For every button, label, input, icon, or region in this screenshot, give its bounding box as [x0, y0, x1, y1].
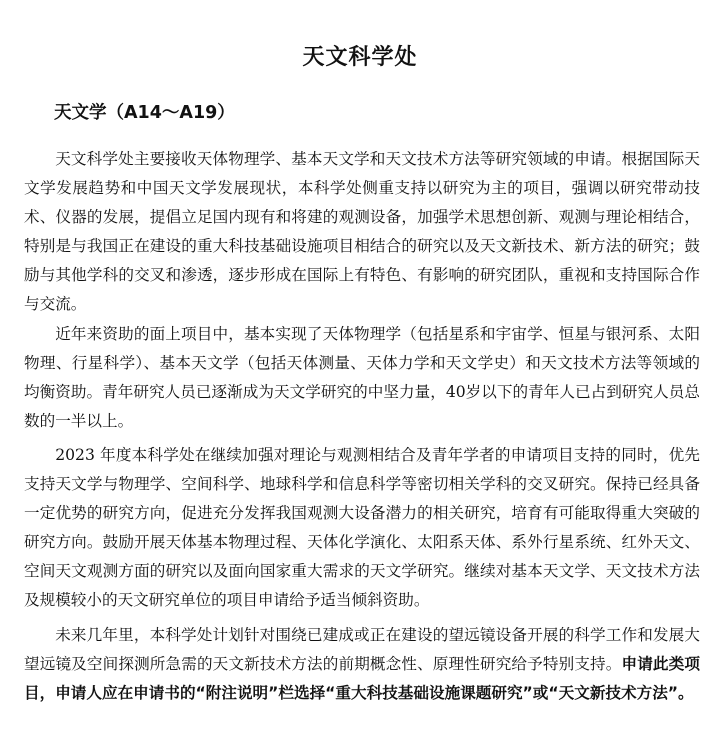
paragraph-2023-priorities: 2023 年度本科学处在继续加强对理论与观测相结合及青年学者的申请项目支持的同时，优先支持天文学与物理学、空间科学、地球科学和信息科学等密切相关学科的交叉研究。保持已经具备一定优势的研究方向，促进充分发挥我国观测大设备潜力的相关研究，培育有可能取得重大突破的研究方向。鼓励开展天体基本物理过程、天体化学演化、太阳系天体、系外行星系统、红外天文、空间天文观测方面的研究以及面向国家重大需求的天文学研究。继续对基本天文学、天文技术方法及规模较小的天文研究单位的项目申请给予适当倾斜资助。	[24, 445, 700, 610]
body-text	[24, 145, 700, 708]
application-instruction: 申请此类项目，申请人应在申请书的“附注说明”栏选择“重大科技基础设施课题研究”或“天文新技术方法”。	[24, 654, 700, 702]
page-title: 天文科学处	[302, 45, 418, 70]
paragraph-funding: 近年来资助的面上项目中，基本实现了天体物理学（包括星系和宇宙学、恒星与银河系、太阳物理、行星科学）、基本天文学（包括天体测量、天体力学和天文学史）和天文技术方法等领域的均衡资助。青年研究人员已逐渐成为天文学研究的中坚力量，40岁以下的青年人已占到研究人员总数的一半以上。	[24, 324, 700, 430]
paragraph-intro: 天文科学处主要接收天体物理学、基本天文学和天文技术方法等研究领域的申请。根据国际天文学发展趋势和中国天文学发展现状，本科学处侧重支持以研究为主的项目，强调以研究带动技术、仪器的发展，提倡立足国内现有和将建的观测设备，加强学术思想创新、观测与理论相结合，特别是与我国正在建设的重大科技基础设施项目相结合的研究以及天文新技术、新方法的研究；鼓励与其他学科的交叉和渗透，逐步形成在国际上有特色、有影响的研究团队，重视和支持国际合作与交流。	[24, 150, 700, 314]
future-plans-text: 未来几年里，本科学处计划针对围绕已建成或正在建设的望远镜设备开展的科学工作和发展大望远镜及空间探测所急需的天文新技术方法的前期概念性、原理性研究给予特别支持。	[24, 625, 700, 673]
paragraph-future-plans	[24, 621, 700, 708]
section-heading: 天文学（A14～A19）	[54, 103, 235, 123]
